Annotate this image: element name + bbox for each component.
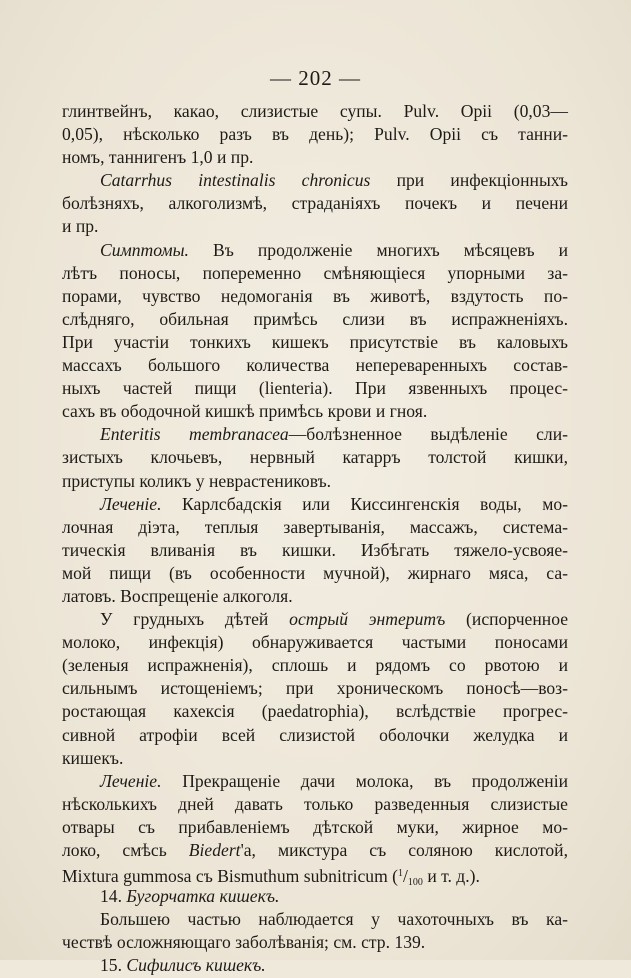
text-line: лочная діэта, теплыя завертыванія, массажъ, система- xyxy=(62,516,568,537)
section-heading: Леченіе. xyxy=(100,770,162,791)
emphasis-term: Biedert xyxy=(188,840,241,860)
section-heading: Enteritis membranacea xyxy=(100,424,289,445)
text-line: порами, чувство недомоганія въ животѣ, вздутость по- xyxy=(62,285,568,306)
page-number: — 202 — xyxy=(270,66,361,90)
text-line: сахъ въ ободочной кишкѣ примѣсь крови и гноя. xyxy=(62,401,428,422)
section-heading: Симптомы. xyxy=(100,239,189,260)
page-body xyxy=(62,100,568,978)
text-line: сильнымъ истощеніемъ; при хроническомъ поносѣ—воз- xyxy=(62,678,568,699)
text-line: Большею частью наблюдается у чахоточныхъ въ ка- xyxy=(100,909,568,930)
text-span: —болѣзненное выдѣленіе сли- xyxy=(288,424,568,445)
text-line: латовъ. Воспрещеніе алкоголя. xyxy=(62,585,293,606)
text-span: при инфекціонныхъ xyxy=(396,170,568,191)
text-line xyxy=(62,839,568,862)
text-line: и пр. xyxy=(62,216,99,237)
fraction-denominator: 100 xyxy=(407,877,423,889)
text-line: При участіи тонкихъ кишекъ присутствіе въ каловыхъ xyxy=(62,331,568,352)
text-span: Прекращеніе дачи молока, въ продолженіи xyxy=(182,770,569,791)
section-number: 14. xyxy=(100,886,122,907)
text-line: мой пищи (въ особенности мучной), жирнаго мяса, са- xyxy=(62,562,568,583)
section-heading: Леченіе. xyxy=(100,493,162,514)
text-line: нѣсколькихъ дней давать только разведенныя слизистые xyxy=(62,793,568,814)
section-title: Сифилисъ кишекъ. xyxy=(126,955,266,976)
paragraph-first-line xyxy=(62,423,568,446)
text-span: Карлсбадскія или Киссингенскія воды, мо- xyxy=(182,493,568,514)
text-line: (зеленыя испражненія), сплошь и рядомъ со рвотою и xyxy=(62,655,568,676)
section-title-line xyxy=(62,885,568,908)
text-line: сивной атрофіи всей слизистой оболочки желудка и xyxy=(62,724,568,745)
text-span: Mixtura gummosa съ Bismuthum subnitricum ( xyxy=(62,866,399,887)
text-span: 'а, микстура съ соляною кислотой, xyxy=(240,840,568,860)
text-line: глинтвейнъ, какао, слизистые супы. Pulv. Opii (0,03— xyxy=(62,101,568,121)
text-line: лѣтъ поносы, попеременно смѣняющіеся упорными за- xyxy=(62,262,568,283)
text-span: (испорченное xyxy=(466,609,569,630)
text-line: номъ, таннигенъ 1,0 и пр. xyxy=(62,147,254,168)
text-line: массахъ большого количества непереваренныхъ состав- xyxy=(62,355,568,376)
paragraph-first-line xyxy=(62,608,568,631)
text-line: слѣдняго, обильная примѣсь слизи въ испражненіяхъ. xyxy=(62,308,568,329)
text-line: приступы коликъ у неврастениковъ. xyxy=(62,470,332,491)
text-line: отвары съ прибавленіемъ дѣтской муки, жирное мо- xyxy=(62,816,568,837)
text-line: кишекъ. xyxy=(62,747,124,768)
text-line xyxy=(62,862,568,889)
text-line: зистыхъ клочьевъ, нервный катарръ толстой кишки, xyxy=(62,447,568,468)
text-line: болѣзняхъ, алкоголизмѣ, страданіяхъ почекъ и печени xyxy=(62,193,568,214)
text-span: и т. д.). xyxy=(422,866,480,887)
paragraph-first-line xyxy=(62,493,568,516)
text-line: ростающая кахексія (paedatrophia), вслѣдствіе прогрес- xyxy=(62,701,568,722)
text-line: ныхъ частей пищи (lienteria). При язвенныхъ процес- xyxy=(62,378,568,399)
emphasis-term: острый энтеритъ xyxy=(289,609,446,630)
paragraph-first-line xyxy=(62,770,568,793)
text-span: Въ продолженіе многихъ мѣсяцевъ и xyxy=(212,239,568,260)
text-line: тическія вливанія въ кишки. Избѣгать тяжело-усвояе- xyxy=(62,539,568,560)
section-title: Бугорчатка кишекъ. xyxy=(126,886,280,907)
fraction-slash: / xyxy=(403,866,408,887)
text-line: 0,05), нѣсколько разъ въ день); Pulv. Opii съ танни- xyxy=(62,124,568,145)
text-line: молоко, инфекція) обнаруживается частыми поносами xyxy=(62,632,568,653)
text-line: чествѣ осложняющаго заболѣванія; см. стр. 139. xyxy=(62,932,426,953)
section-title-line xyxy=(62,954,568,977)
text-span: У грудныхъ дѣтей xyxy=(100,609,269,630)
section-number: 15. xyxy=(100,955,122,976)
section-heading: Catarrhus intestinalis chronicus xyxy=(100,170,371,191)
text-span: локо, смѣсь xyxy=(62,840,167,860)
paragraph-first-line xyxy=(62,169,568,192)
fraction-numerator: 1 xyxy=(398,868,404,880)
paragraph-first-line xyxy=(62,239,568,262)
